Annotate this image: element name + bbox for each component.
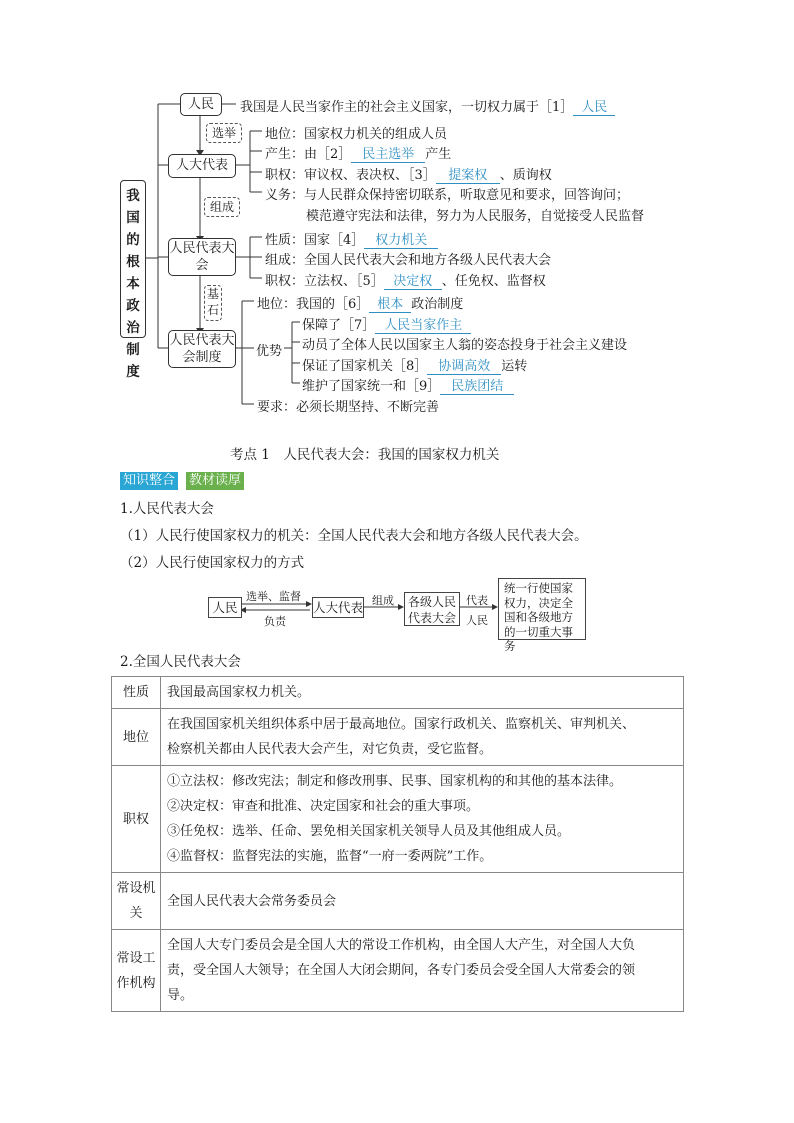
advantage-4 bbox=[302, 375, 514, 395]
adv4-pre: 维护了国家统一和［9］ bbox=[302, 379, 441, 394]
answer-4: 权力机关 bbox=[364, 234, 438, 249]
table-cell-line: ③任免权：选举、任命、罢免相关国家机关领导人员及其他组成人员。 bbox=[167, 824, 571, 839]
heading-national: 2.全国人民代表大会 bbox=[120, 654, 241, 670]
table-row bbox=[112, 873, 684, 930]
flow-represent-label: 代表 bbox=[466, 594, 488, 607]
link-form: 组成 bbox=[204, 197, 240, 217]
answer-3: 提案权 bbox=[436, 169, 500, 184]
deputy-origin-pre: 产生：由［2］ bbox=[265, 147, 352, 162]
deputy-origin bbox=[265, 143, 451, 163]
advantage-label: 优势 bbox=[256, 344, 283, 359]
table-cell-line: 责，受全国人大领导；在全国人大闭会期间，各专门委员会受全国人大常委会的领 bbox=[167, 963, 636, 978]
table-row bbox=[112, 677, 684, 709]
link-elect: 选举 bbox=[206, 123, 242, 143]
answer-2: 民主选举 bbox=[351, 148, 425, 163]
deputy-power-post: 、质询权 bbox=[499, 168, 552, 183]
congress-nature-pre: 性质：国家［4］ bbox=[265, 233, 365, 248]
flow-resp-label: 负责 bbox=[264, 615, 286, 628]
table-cell-line: ①立法权：修改宪法；制定和修改刑事、民事、国家机构的和其他的基本法律。 bbox=[167, 774, 623, 789]
deputy-origin-post: 产生 bbox=[425, 147, 452, 162]
advantage-2: 动员了全体人民以国家主人翁的姿态投身于社会主义建设 bbox=[302, 338, 628, 353]
table-row-content bbox=[161, 930, 684, 1012]
answer-9: 民族团结 bbox=[440, 380, 514, 395]
congress-composition: 组成：全国人民代表大会和地方各级人民代表大会 bbox=[265, 253, 552, 268]
table-cell-line: 全国人民代表大会常务委员会 bbox=[167, 893, 337, 909]
heading-npc: 1.人民代表大会 bbox=[120, 501, 214, 517]
flow-people: 人民 bbox=[208, 597, 242, 618]
congress-power bbox=[265, 270, 546, 290]
answer-7: 人民当家作主 bbox=[375, 319, 471, 334]
congress-nature bbox=[265, 229, 438, 249]
flow-people2-label: 人民 bbox=[466, 614, 488, 627]
table-row bbox=[112, 766, 684, 873]
table-row-content bbox=[161, 766, 684, 873]
table-row-header: 职权 bbox=[112, 766, 161, 873]
table-row-content bbox=[161, 677, 684, 709]
item-method: （2）人民行使国家权力的方式 bbox=[120, 555, 305, 571]
table-cell-line: ④监督权：监督宪法的实施，监督“一府一委两院”工作。 bbox=[167, 849, 493, 864]
system-status-post: 政治制度 bbox=[411, 297, 464, 312]
table-cell-line: 检察机关都由人民代表大会产生，对它负责，受它监督。 bbox=[167, 742, 493, 757]
table-cell-line: ②决定权：审查和批准、决定国家和社会的重大事项。 bbox=[167, 799, 480, 814]
badge-textbook: 教材读厚 bbox=[186, 472, 244, 490]
table-row-header: 常设工作机构 bbox=[112, 930, 161, 1012]
deputy-power bbox=[265, 164, 552, 184]
congress-power-pre: 职权：立法权、［5］ bbox=[265, 274, 384, 289]
flow-result: 统一行使国家权力，决定全国和各级地方的一切重大事务 bbox=[498, 578, 586, 640]
flow-elect-label: 选举、监督 bbox=[246, 590, 301, 603]
adv3-post: 运转 bbox=[501, 359, 528, 374]
flow-deputy: 人大代表 bbox=[312, 597, 364, 618]
people-text: 我国是人民当家作主的社会主义国家，一切权力属于［1］ bbox=[240, 100, 574, 115]
system-status bbox=[257, 293, 463, 313]
table-cell-line: 我国最高国家权力机关。 bbox=[167, 685, 311, 700]
deputy-duty-1: 义务：与人民群众保持密切联系，听取意见和要求，回答询问； bbox=[265, 188, 630, 203]
table-row-header: 地位 bbox=[112, 709, 161, 766]
item-organ: （1）人民行使国家权力的机关：全国人民代表大会和地方各级人民代表大会。 bbox=[120, 528, 588, 544]
table-cell-line: 导。 bbox=[167, 988, 194, 1003]
system-status-pre: 地位：我国的［6］ bbox=[257, 297, 370, 312]
adv1-pre: 保障了［7］ bbox=[302, 318, 376, 333]
adv3-pre: 保证了国家机关［8］ bbox=[302, 359, 428, 374]
answer-8: 协调高效 bbox=[427, 360, 501, 375]
table-row-header: 性质 bbox=[112, 677, 161, 709]
node-npc-deputy: 人大代表 bbox=[168, 154, 236, 178]
table-row-content bbox=[161, 709, 684, 766]
advantage-1 bbox=[302, 314, 471, 334]
table-row-content bbox=[161, 873, 684, 930]
table-cell-line: 全国人大专门委员会是全国人大的常设工作机构，由全国人大产生，对全国人大负 bbox=[167, 938, 636, 953]
section-title: 考点 1 人民代表大会：我国的国家权力机关 bbox=[230, 447, 500, 463]
table-row bbox=[112, 930, 684, 1012]
node-system: 人民代表大会制度 bbox=[168, 330, 236, 368]
flow-form-label: 组成 bbox=[372, 594, 394, 607]
congress-power-post: 、任免权、监督权 bbox=[441, 274, 546, 289]
badge-knowledge: 知识整合 bbox=[120, 472, 178, 490]
system-requirement: 要求：必须长期坚持、不断完善 bbox=[257, 400, 440, 415]
answer-5: 决定权 bbox=[384, 275, 442, 290]
npc-table bbox=[111, 676, 684, 1012]
advantage-3 bbox=[302, 355, 527, 375]
deputy-status: 地位：国家权力机关的组成人员 bbox=[265, 127, 448, 142]
flow-congress: 各级人民代表大会 bbox=[404, 592, 460, 626]
table-cell-line: 在我国国家机关组织体系中居于最高地位。国家行政机关、监察机关、审判机关、 bbox=[167, 717, 636, 732]
node-people: 人民 bbox=[180, 93, 222, 116]
deputy-duty-2: 模范遵守宪法和法律，努力为人民服务，自觉接受人民监督 bbox=[306, 209, 645, 224]
node-congress: 人民代表大会 bbox=[168, 238, 236, 276]
table-row bbox=[112, 709, 684, 766]
answer-1: 人民 bbox=[573, 101, 615, 116]
people-line bbox=[240, 96, 615, 116]
table-row-header: 常设机关 bbox=[112, 873, 161, 930]
link-base: 基石 bbox=[204, 285, 222, 321]
deputy-power-pre: 职权：审议权、表决权、［3］ bbox=[265, 168, 436, 183]
answer-6: 根本 bbox=[369, 298, 411, 313]
root-node: 我国的根本政治制度 bbox=[120, 180, 146, 338]
